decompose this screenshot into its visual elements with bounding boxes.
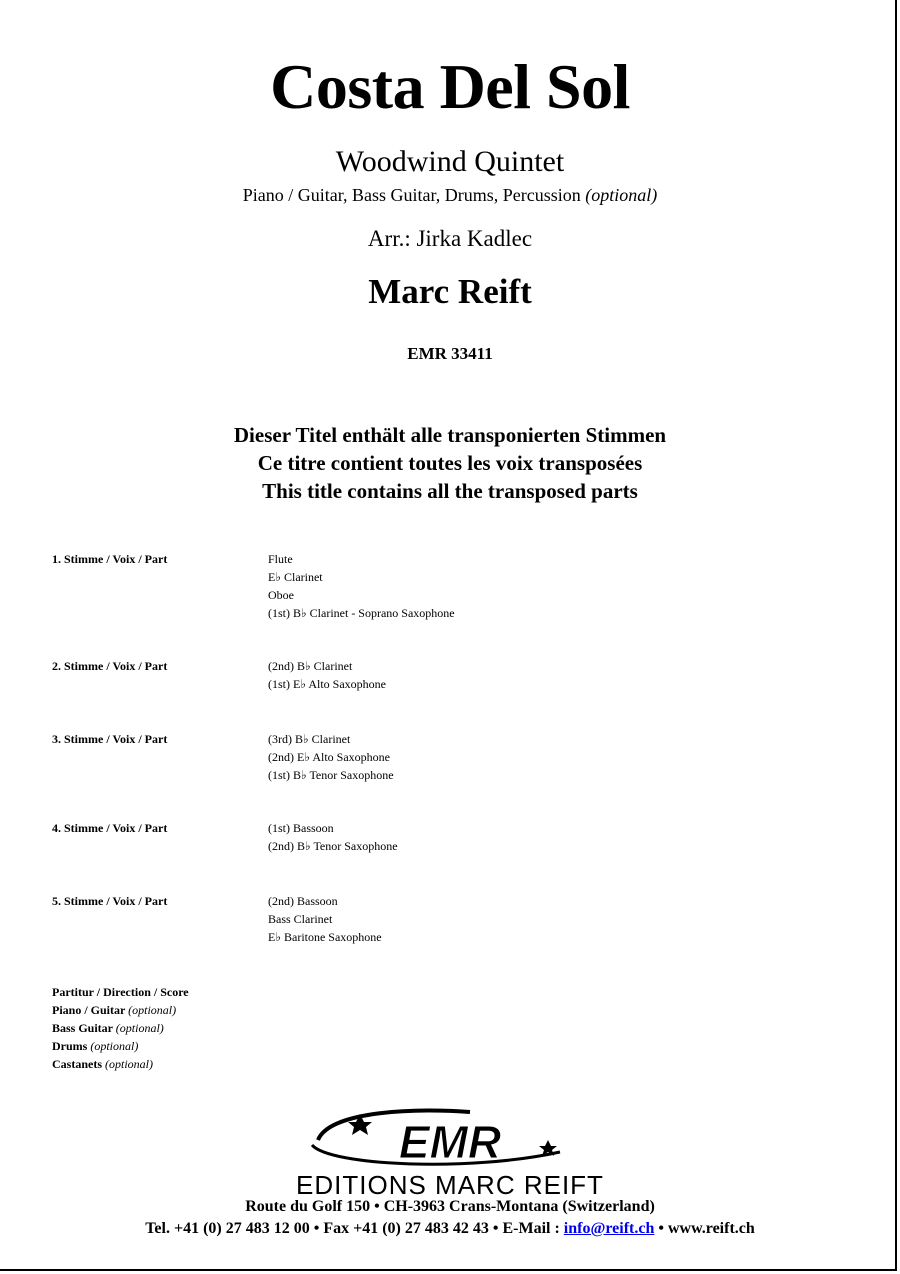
extra-item-name: Bass Guitar bbox=[52, 1021, 116, 1035]
instrumentation-line bbox=[0, 185, 900, 206]
part-instrument-list bbox=[268, 892, 382, 946]
part-label: 4. Stimme / Voix / Part bbox=[52, 821, 168, 835]
part-label: 3. Stimme / Voix / Part bbox=[52, 732, 168, 746]
logo-text: EMR bbox=[398, 1116, 502, 1168]
arranger-credit: Arr.: Jirka Kadlec bbox=[367, 226, 533, 251]
part-instrument-list bbox=[268, 657, 386, 693]
contact-website[interactable]: • www.reift.ch bbox=[654, 1220, 755, 1237]
part-instrument-list bbox=[268, 730, 394, 784]
extra-item bbox=[52, 1019, 189, 1037]
notice-french: Ce titre contient toutes les voix transposées bbox=[257, 451, 643, 475]
extra-item-name: Partitur / Direction / Score bbox=[52, 985, 189, 999]
publisher-name: EDITIONS MARC REIFT bbox=[296, 1170, 604, 1200]
extra-item-note: (optional) bbox=[115, 1021, 164, 1035]
extra-item-note: (optional) bbox=[90, 1039, 139, 1053]
composer-name: Marc Reift bbox=[368, 272, 532, 311]
publisher-address: Route du Golf 150 • CH-3963 Crans-Montana (Switzerland) bbox=[245, 1198, 655, 1215]
part-instrument: E♭ Clarinet bbox=[268, 570, 323, 584]
part-instrument: (1st) E♭ Alto Saxophone bbox=[268, 677, 386, 691]
part-label: 5. Stimme / Voix / Part bbox=[52, 894, 168, 908]
part-label: 1. Stimme / Voix / Part bbox=[52, 552, 168, 566]
notice-english: This title contains all the transposed parts bbox=[262, 479, 638, 503]
extra-item-note: (optional) bbox=[128, 1003, 177, 1017]
part-label: 2. Stimme / Voix / Part bbox=[52, 659, 168, 673]
part-instrument: E♭ Baritone Saxophone bbox=[268, 930, 382, 944]
extra-item-name: Castanets bbox=[52, 1057, 105, 1071]
notice-german: Dieser Titel enthält alle transponierten Stimmen bbox=[233, 423, 667, 447]
publisher-contact bbox=[0, 1220, 900, 1238]
extra-item-name: Piano / Guitar bbox=[52, 1003, 129, 1017]
instrumentation-optional: (optional) bbox=[585, 185, 658, 205]
instrumentation-main: Piano / Guitar, Bass Guitar, Drums, Percussion bbox=[242, 185, 586, 205]
part-instrument: (1st) B♭ Clarinet - Soprano Saxophone bbox=[268, 606, 455, 620]
part-instrument: Bass Clarinet bbox=[268, 912, 333, 926]
part-instrument: (3rd) B♭ Clarinet bbox=[268, 732, 351, 746]
extra-item bbox=[52, 983, 189, 1001]
emr-logo bbox=[0, 1100, 900, 1180]
score-extras-list bbox=[52, 983, 189, 1073]
part-instrument-list bbox=[268, 819, 398, 855]
piece-title: Costa Del Sol bbox=[270, 51, 630, 122]
catalog-code: EMR 33411 bbox=[407, 344, 493, 363]
part-instrument: (2nd) B♭ Tenor Saxophone bbox=[268, 839, 398, 853]
extra-item-name: Drums bbox=[52, 1039, 91, 1053]
extra-item bbox=[52, 1001, 189, 1019]
part-instrument: Oboe bbox=[268, 588, 294, 602]
part-instrument: (2nd) E♭ Alto Saxophone bbox=[268, 750, 390, 764]
part-instrument: (1st) B♭ Tenor Saxophone bbox=[268, 768, 394, 782]
part-instrument: (2nd) B♭ Clarinet bbox=[268, 659, 353, 673]
email-link[interactable]: info@reift.ch bbox=[563, 1220, 655, 1237]
part-instrument-list bbox=[268, 550, 455, 622]
part-instrument: (2nd) Bassoon bbox=[268, 894, 338, 908]
extra-item bbox=[52, 1055, 189, 1073]
part-instrument: (1st) Bassoon bbox=[268, 821, 334, 835]
contact-phone-fax: Tel. +41 (0) 27 483 12 00 • Fax +41 (0) 27 483 42 43 • E-Mail : bbox=[145, 1220, 564, 1237]
extra-item-note: (optional) bbox=[105, 1057, 153, 1071]
extra-item bbox=[52, 1037, 189, 1055]
ensemble-subtitle: Woodwind Quintet bbox=[335, 145, 565, 178]
part-instrument: Flute bbox=[268, 552, 293, 566]
